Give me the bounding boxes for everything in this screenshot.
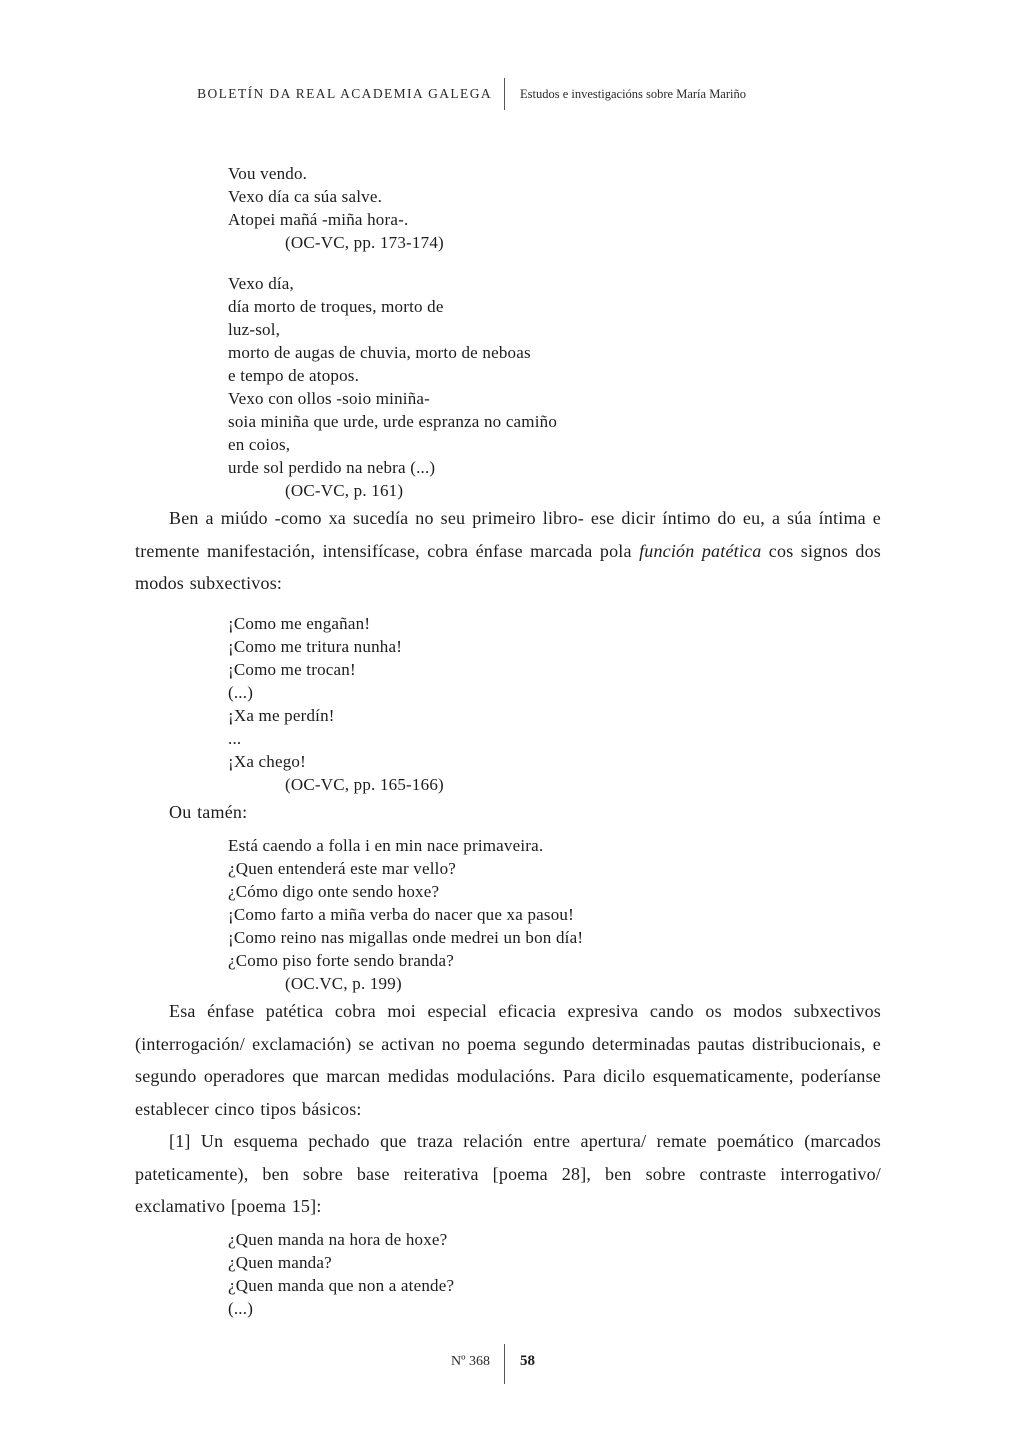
page-footer (0, 1344, 1010, 1384)
poem-line: ¡Xa me perdín! (228, 705, 335, 725)
poem-block-1 (228, 162, 881, 254)
poem-line: ¡Como me trocan! (228, 659, 356, 679)
poem-lines (228, 612, 881, 773)
paragraph-1 (135, 502, 881, 600)
header-divider (504, 78, 505, 110)
poem-block-2 (228, 272, 881, 502)
poem-line: Vexo con ollos -soio miniña- (228, 389, 431, 408)
poem-line: soia miniña que urde, urde espranza no camiño (228, 412, 558, 431)
poem-line: Vou vendo. (228, 164, 308, 183)
poem-line: ... (228, 728, 242, 748)
paragraph-ou-tamen: Ou tamén: (169, 801, 248, 822)
poem-line: ¿Quen manda na hora de hoxe? (228, 1229, 448, 1249)
poem-citation: (OC-VC, p. 161) (285, 481, 404, 500)
poem-line: ¿Quen manda que non a atende? (228, 1275, 455, 1295)
issue-number: Nº 368 (451, 1354, 490, 1369)
poem-line: ¿Quen manda? (228, 1252, 332, 1272)
page-number: 58 (520, 1353, 535, 1369)
poem-line: (...) (228, 1298, 254, 1318)
poem-block-4 (228, 834, 881, 995)
poem-line: ¿Cómo digo onte sendo hoxe? (228, 882, 440, 901)
poem-citation: (OC-VC, pp. 173-174) (285, 233, 444, 252)
italic-term: función patética (639, 540, 762, 561)
paragraph-3: [1] Un esquema pechado que traza relación entre apertura/ remate poemático (marcados pateticamente), ben sobre base reiterativa [poema 28], ben sobre contraste interrogativo/ exclamativo [poema 15]: (135, 1131, 881, 1216)
page-header (0, 76, 1010, 112)
poem-line: ¡Como farto a miña verba do nacer que xa pasou! (228, 905, 574, 924)
poem-citation: (OC.VC, p. 199) (285, 974, 402, 993)
poem-block-3 (228, 612, 881, 796)
poem-line: ¿Quen entenderá este mar vello? (228, 859, 457, 878)
section-title: Estudos e investigacións sobre María Mariño (520, 87, 746, 101)
poem-lines (228, 272, 881, 479)
poem-line: ¡Como me engañan! (228, 613, 371, 633)
journal-title: BOLETÍN DA REAL ACADEMIA GALEGA (197, 86, 492, 101)
poem-line: ¿Como piso forte sendo branda? (228, 951, 454, 970)
footer-divider (504, 1344, 505, 1384)
poem-line: Está caendo a folla i en min nace primaveira. (228, 836, 544, 855)
paragraph-2: Esa énfase patética cobra moi especial eficacia expresiva cando os modos subxectivos (interrogación/ exclamación) se activan no poema segundo determinadas pautas distribucionais, e segundo operadores que marcan medidas modulacións. Para dicilo esquematicamente, poderíanse establecer cinco tipos básicos: (135, 1001, 881, 1119)
poem-line: (...) (228, 682, 254, 702)
poem-block-5 (228, 1228, 881, 1320)
paragraph-text: Ben a miúdo -como xa sucedía no seu primeiro libro- ese dicir íntimo do eu, a súa íntima e tremente manifestación, intensifícase, cobra énfase marcada pola (135, 508, 881, 561)
poem-line: morto de augas de chuvia, morto de neboas (228, 343, 531, 362)
poem-lines (228, 1228, 881, 1320)
poem-line: Vexo día ca súa salve. (228, 187, 383, 206)
poem-lines (228, 162, 881, 231)
poem-citation: (OC-VC, pp. 165-166) (285, 774, 444, 794)
poem-line: ¡Como reino nas migallas onde medrei un bon día! (228, 928, 584, 947)
poem-line: ¡Xa chego! (228, 751, 306, 771)
poem-lines (228, 834, 881, 972)
poem-line: urde sol perdido na nebra (...) (228, 458, 436, 477)
poem-line: luz-sol, (228, 320, 281, 339)
paragraph-text: cos signos dos modos subxectivos: (135, 540, 881, 593)
page-body (135, 162, 881, 1320)
poem-line: e tempo de atopos. (228, 366, 360, 385)
poem-line: Atopei mañá -miña hora-. (228, 210, 409, 229)
poem-line: día morto de troques, morto de (228, 297, 444, 316)
poem-line: Vexo día, (228, 274, 295, 293)
poem-line: en coios, (228, 435, 291, 454)
poem-line: ¡Como me tritura nunha! (228, 636, 403, 656)
